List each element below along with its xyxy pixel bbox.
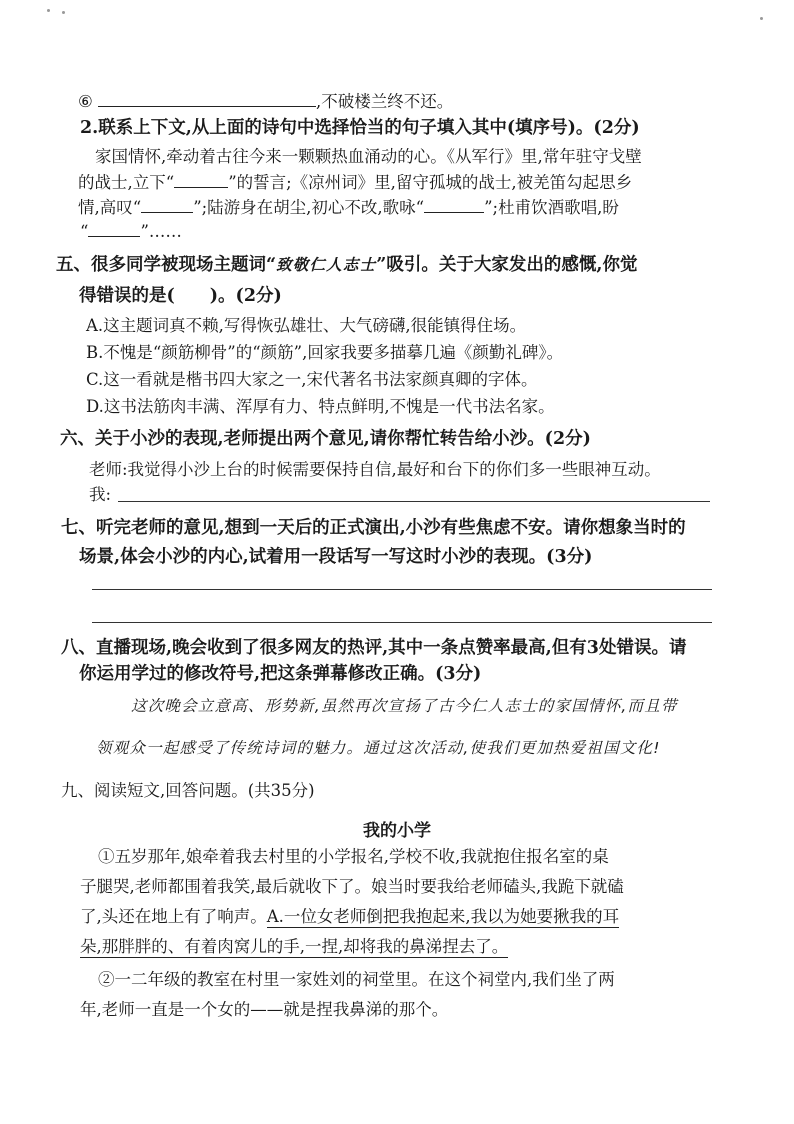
answer-blank[interactable]: [424, 195, 484, 213]
q7-title-line-2: 场景,体会小沙的内心,试着用一段话写一写这时小沙的表现。(3分): [79, 547, 593, 567]
q8-title-line-2: 你运用学过的修改符号,把这条弹幕修改正确。(3分): [79, 664, 482, 684]
q6-answer-label: 我:: [89, 485, 112, 504]
q5-option-c: C.这一看就是楷书四大家之一,宋代著名书法家颜真卿的字体。: [86, 370, 538, 389]
q8-bullet-comment-line-2: 领观众一起感受了传统诗词的魅力。通过这次活动,使我们更加热爱祖国文化!: [96, 739, 661, 757]
passage-text: 的战士,立下“: [78, 173, 175, 192]
article-p1-line-2: 子腿哭,老师都围着我笑,最后就收下了。娘当时要我给老师磕头,我跪下就磕: [80, 877, 624, 896]
item-6-text: ,不破楼兰终不还。: [316, 92, 454, 111]
q5-option-a: A.这主题词真不赖,写得恢弘雄壮、大气磅礴,很能镇得住场。: [86, 316, 527, 335]
q7-title-line-1: 七、听完老师的意见,想到一天后的正式演出,小沙有些焦虑不安。请你想象当时的: [61, 518, 686, 538]
q9-title: 九、阅读短文,回答问题。(共35分): [61, 781, 315, 800]
passage-text: ”;陆游身在胡尘,初心不改,歌咏“: [193, 198, 425, 217]
q4-passage-line-1: 家国情怀,牵动着古往今来一颗颗热血涌动的心。《从军行》里,常年驻守戈壁: [95, 147, 642, 166]
q8-bullet-comment-line-1: 这次晚会立意高、形势新,虽然再次宣扬了古今仁人志士的家国情怀,而且带: [131, 697, 678, 715]
q4-passage-line-3: [78, 195, 619, 219]
answer-blank[interactable]: [174, 170, 228, 188]
article-p2-line-2: 年,老师一直是一个女的——就是捏我鼻涕的那个。: [80, 1000, 449, 1019]
q5-title-text: 五、很多同学被现场主题词“: [56, 255, 277, 275]
passage-text: 情,高叹“: [78, 198, 142, 217]
q5-title: [56, 254, 637, 276]
answer-blank[interactable]: [141, 195, 193, 213]
underlined-sentence-a: A.一位女老师倒把我抱起来,我以为她要揪我的耳: [266, 907, 620, 926]
q6-teacher-comment: 老师:我觉得小沙上台的时候需要保持自信,最好和台下的你们多一些眼神互动。: [89, 460, 661, 479]
q5-title-line-2: 得错误的是( )。(2分): [79, 286, 282, 306]
answer-blank[interactable]: [88, 219, 140, 237]
scan-speck: [62, 11, 65, 14]
article-text: 了,头还在地上有了响声。: [80, 907, 267, 926]
q5-title-text: ”吸引。关于大家发出的感慨,你觉: [376, 255, 638, 275]
item-6-number: ⑥: [78, 92, 93, 111]
article-p1-line-4: [80, 936, 508, 958]
q4-item-6: [78, 89, 453, 113]
q8-title-line-1: 八、直播现场,晚会收到了很多网友的热评,其中一条点赞率最高,但有3处错误。请: [61, 638, 687, 658]
q4-subquestion-2: 2.联系上下文,从上面的诗句中选择恰当的句子填入其中(填序号)。(2分): [80, 118, 640, 138]
article-p1-line-3: [80, 906, 619, 928]
q7-answer-line-2[interactable]: [92, 622, 712, 623]
q6-title: 六、关于小沙的表现,老师提出两个意见,请你帮忙转告给小沙。(2分): [60, 429, 591, 449]
q5-option-d: D.这书法筋肉丰满、浑厚有力、特点鲜明,不愧是一代书法名家。: [86, 397, 555, 416]
article-title: 我的小学: [363, 821, 431, 841]
calligraphy-theme-word: 致敬仁人志士: [276, 256, 377, 274]
scan-speck: [760, 17, 763, 20]
passage-text: ”……: [140, 222, 182, 241]
q5-option-b: B.不愧是“颜筋柳骨”的“颜筋”,回家我要多描摹几遍《颜勤礼碑》。: [86, 343, 564, 362]
q7-answer-line-1[interactable]: [92, 589, 712, 590]
passage-text: “: [80, 222, 89, 241]
scan-speck: [47, 9, 50, 12]
q6-answer-line[interactable]: [118, 501, 710, 502]
article-p1-line-1: ①五岁那年,娘牵着我去村里的小学报名,学校不收,我就抱住报名室的桌: [98, 847, 609, 866]
answer-blank[interactable]: [98, 89, 316, 107]
q4-passage-line-2: [78, 170, 632, 194]
passage-text: ”的誓言;《凉州词》里,留守孤城的战士,被羌笛勾起思乡: [228, 173, 633, 192]
article-p2-line-1: ②一二年级的教室在村里一家姓刘的祠堂里。在这个祠堂内,我们坐了两: [98, 970, 615, 989]
q4-passage-line-4: [80, 219, 182, 243]
underlined-sentence-a-cont: 朵,那胖胖的、有着肉窝儿的手,一捏,却将我的鼻涕捏去了。: [80, 937, 509, 956]
passage-text: ”;杜甫饮酒歌唱,盼: [484, 198, 619, 217]
